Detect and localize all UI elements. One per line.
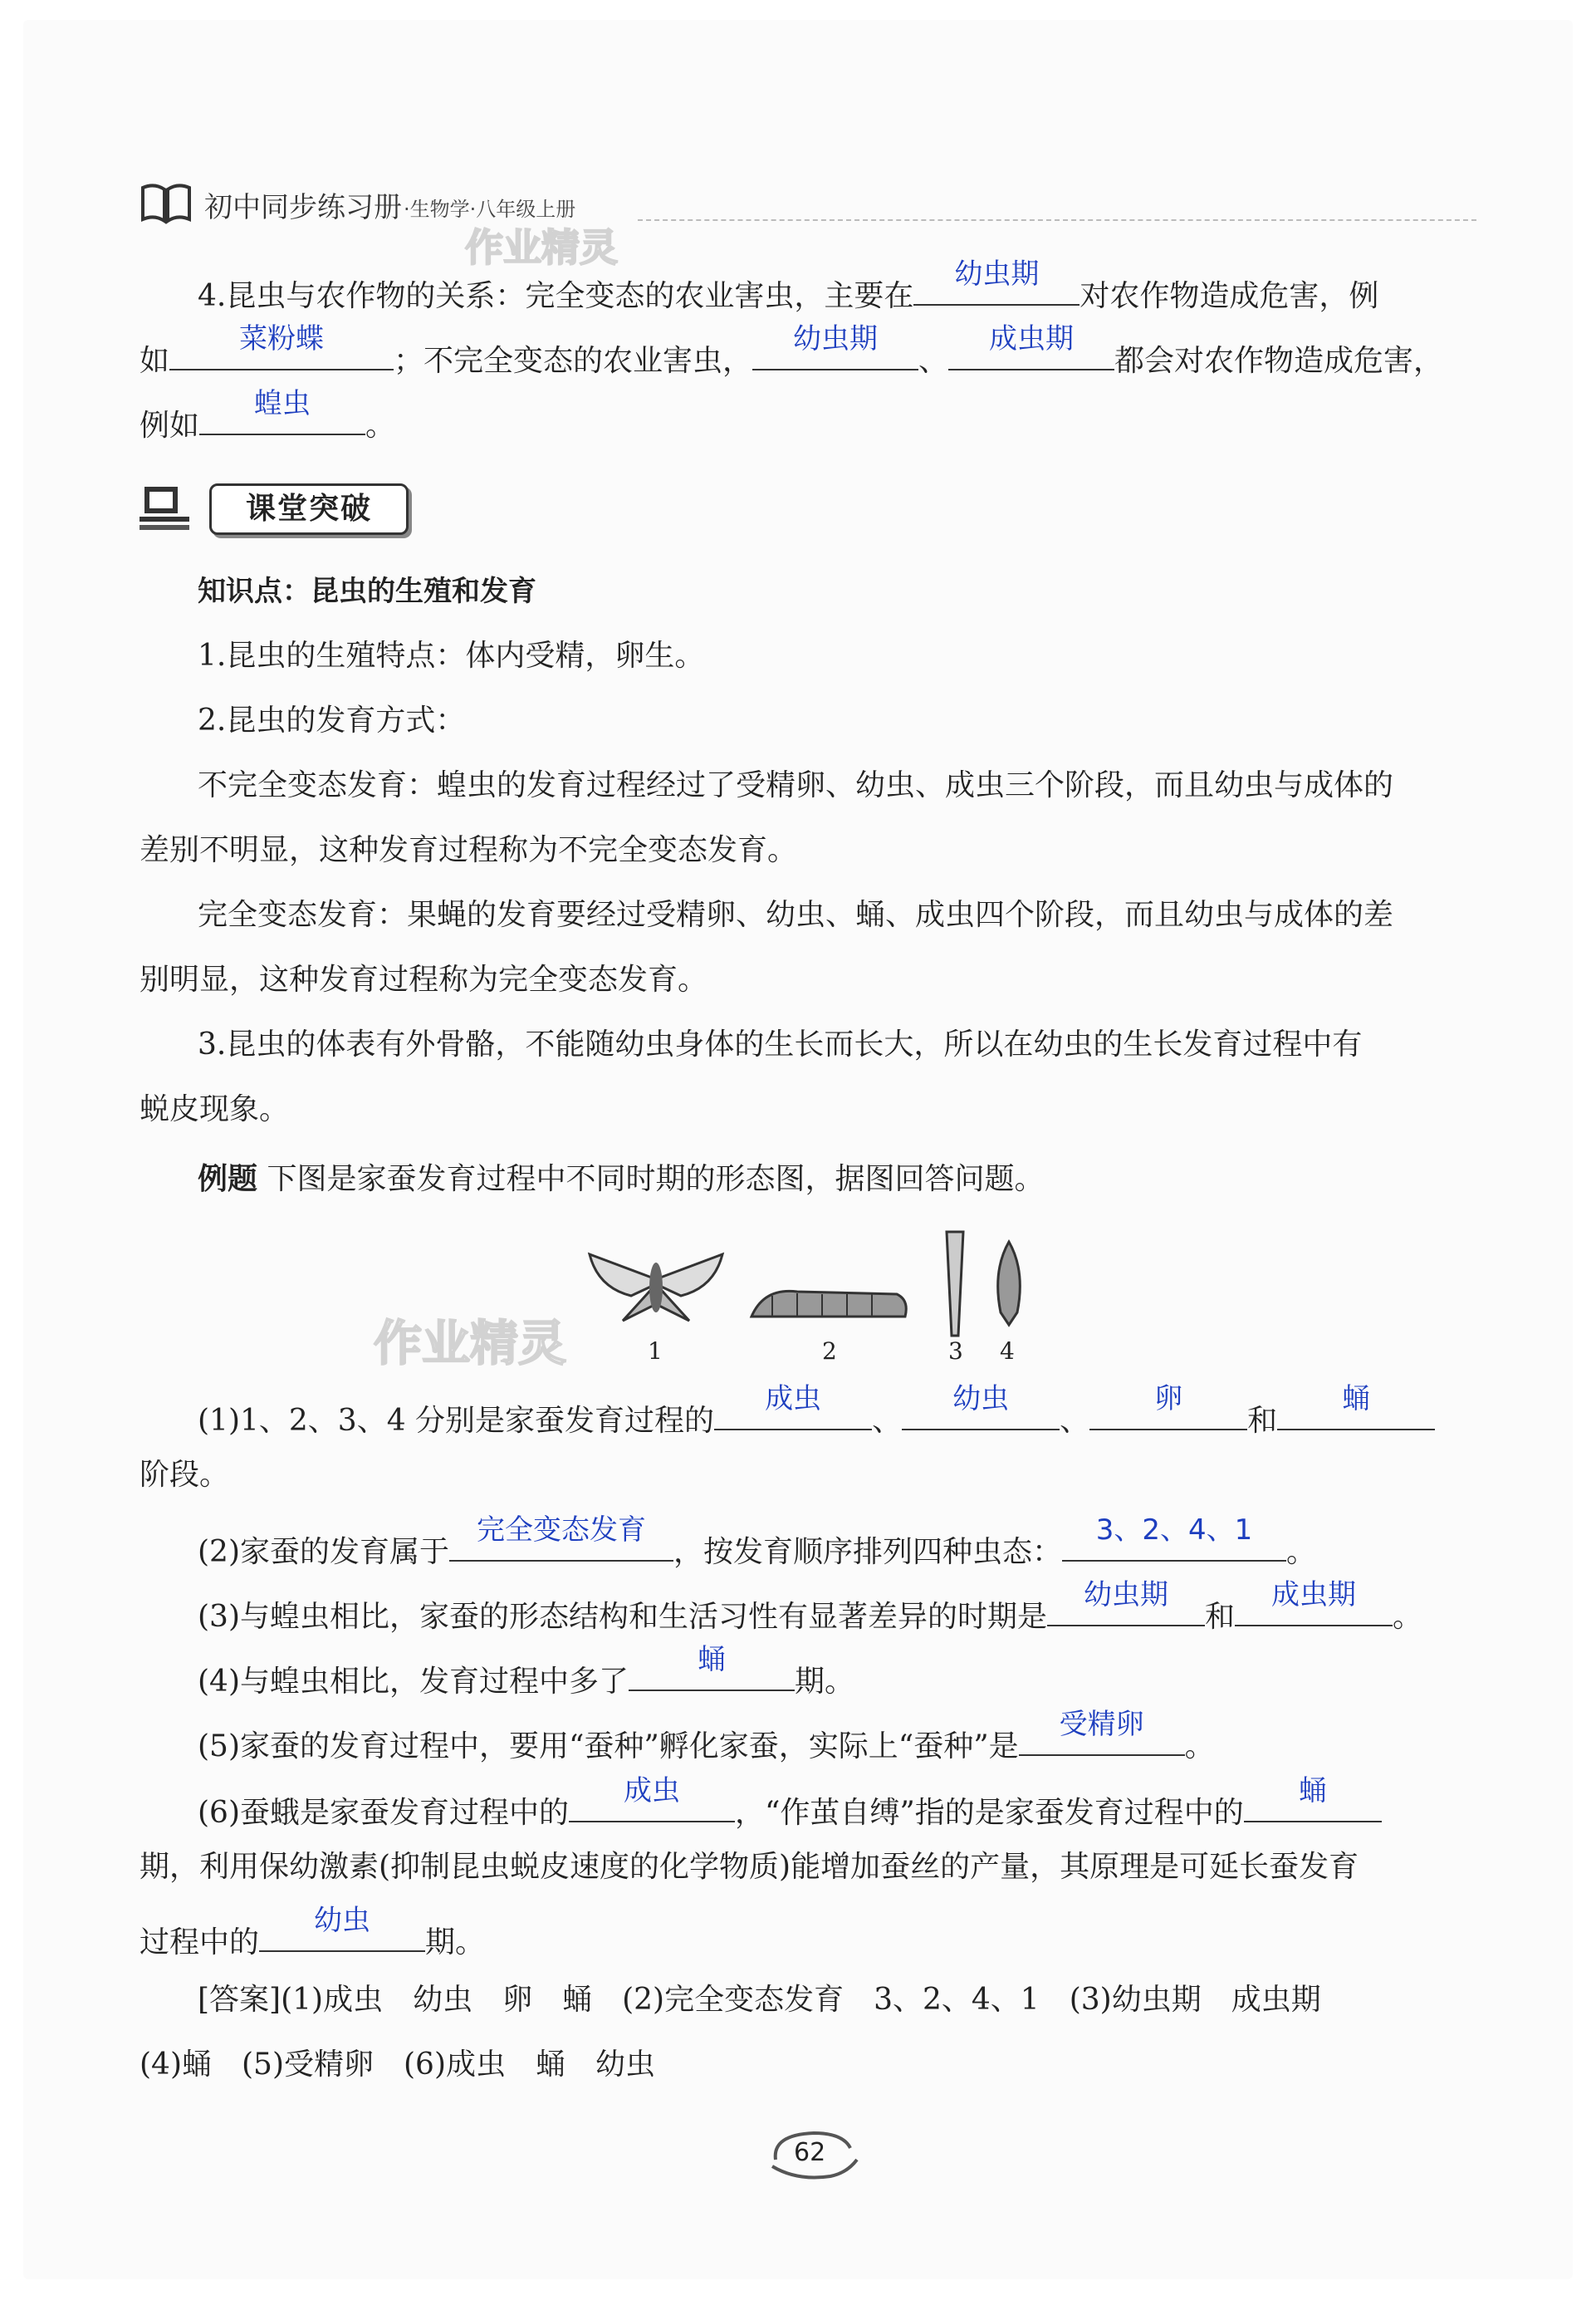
open-book-icon	[140, 181, 193, 224]
question-1-end: 阶段。	[140, 1458, 230, 1492]
answer-blank: 3、2、4、1	[1062, 1523, 1286, 1562]
answer-blank: 完全变态发育	[449, 1523, 673, 1562]
question-4: (4)与蝗虫相比，发育过程中多了 蛹 期。	[198, 1643, 855, 1699]
pupa-illustration	[988, 1238, 1030, 1329]
q4-line-3: 例如 蝗虫 。	[140, 387, 396, 443]
answer-blank: 蝗虫	[199, 397, 365, 435]
knowledge-heading: 知识点：昆虫的生殖和发育	[198, 575, 536, 608]
figure-label: 4	[1000, 1337, 1015, 1365]
knowledge-p4b: 别明显，这种发育过程称为完全变态发育。	[140, 963, 708, 997]
question-3: (3)与蝗虫相比，家蚕的形态结构和生活习性有显著差异的时期是 幼虫期 和 成虫期 。	[198, 1578, 1423, 1634]
question-1: (1)1、2、3、4 分别是家蚕发育过程的 成虫 、 幼虫 、 卵 和 蛹	[198, 1392, 1476, 1439]
answer-blank: 幼虫	[902, 1392, 1060, 1430]
book-title: 初中同步练习册	[204, 191, 402, 224]
silkworm-stages-figure	[581, 1221, 1046, 1371]
answer-key-line-2: (4)蛹 (5)受精卵 (6)成虫 蛹 幼虫	[140, 2048, 655, 2082]
egg-illustration	[938, 1228, 972, 1344]
question-2: (2)家蚕的发育属于 完全变态发育 ，按发育顺序排列四种虫态： 3、2、4、1 。	[198, 1513, 1317, 1569]
example-prompt: 例题 下图是家蚕发育过程中不同时期的形态图，据图回答问题。	[198, 1162, 1045, 1196]
section-title: 课堂突破	[209, 483, 409, 535]
answer-blank: 蛹	[629, 1653, 795, 1691]
question-5: (5)家蚕的发育过程中，要用“蚕种”孵化家蚕，实际上“蚕种”是 受精卵 。	[198, 1708, 1215, 1763]
knowledge-p3b: 差别不明显，这种发育过程称为不完全变态发育。	[140, 833, 798, 867]
moth-illustration	[581, 1238, 731, 1329]
q4-line-2: 如 菜粉蝶 ；不完全变态的农业害虫， 幼虫期 、 成虫期 都会对农作物造成危害，	[140, 322, 1444, 378]
header-rule	[638, 219, 1476, 221]
figure-label: 3	[948, 1337, 963, 1365]
figure-label: 2	[822, 1337, 837, 1365]
knowledge-p2: 2.昆虫的发育方式：	[198, 704, 466, 738]
answer-blank: 蛹	[1277, 1392, 1435, 1430]
knowledge-p4a: 完全变态发育：果蝇的发育要经过受精卵、幼虫、蛹、成虫四个阶段，而且幼虫与成体的差	[198, 898, 1394, 932]
answer-blank: 幼虫	[259, 1914, 425, 1952]
knowledge-p5a: 3.昆虫的体表有外骨骼，不能随幼虫身体的生长而长大，所以在幼虫的生长发育过程中有	[198, 1027, 1363, 1062]
caterpillar-illustration	[747, 1279, 913, 1329]
answer-blank: 幼虫期	[1047, 1588, 1205, 1626]
answer-blank: 成虫	[714, 1392, 872, 1430]
notebook-icon	[140, 483, 191, 530]
answer-blank: 菜粉蝶	[169, 332, 394, 370]
knowledge-p5b: 蜕皮现象。	[140, 1092, 290, 1126]
answer-blank: 卵	[1089, 1392, 1247, 1430]
answer-blank: 受精卵	[1019, 1718, 1185, 1756]
q4-line-1: 4.昆虫与农作物的关系：完全变态的农业害虫，主要在 幼虫期 对农作物造成危害，例	[198, 257, 1379, 313]
answer-blank: 成虫期	[1235, 1588, 1393, 1626]
watermark: 作业精灵	[465, 225, 618, 270]
page-number: 62	[764, 2126, 864, 2185]
watermark: 作业精灵	[374, 1315, 567, 1371]
answer-blank: 成虫	[569, 1784, 735, 1822]
book-subtitle: ·生物学·八年级上册	[404, 198, 576, 221]
knowledge-p3a: 不完全变态发育：蝗虫的发育过程经过了受精卵、幼虫、成虫三个阶段，而且幼虫与成体的	[198, 768, 1394, 802]
question-6-line-3: 过程中的 幼虫 期。	[140, 1904, 486, 1959]
question-6-line-2: 期，利用保幼激素(抑制昆虫蜕皮速度的化学物质)能增加蚕丝的产量，其原理是可延长蚕发育	[140, 1850, 1359, 1884]
answer-key-line-1: [答案](1)成虫 幼虫 卵 蛹 (2)完全变态发育 3、2、4、1 (3)幼虫期 成虫期	[198, 1983, 1321, 2017]
answer-blank: 幼虫期	[913, 267, 1080, 306]
question-6: (6)蚕蛾是家蚕发育过程中的 成虫 ，“作茧自缚”指的是家蚕发育过程中的 蛹	[198, 1784, 1476, 1832]
knowledge-p1: 1.昆虫的生殖特点：体内受精，卵生。	[198, 639, 705, 673]
page-header	[140, 176, 1476, 234]
answer-blank: 幼虫期	[752, 332, 918, 370]
answer-blank: 蛹	[1244, 1784, 1382, 1822]
figure-label: 1	[648, 1337, 663, 1365]
answer-blank: 成虫期	[948, 332, 1114, 370]
